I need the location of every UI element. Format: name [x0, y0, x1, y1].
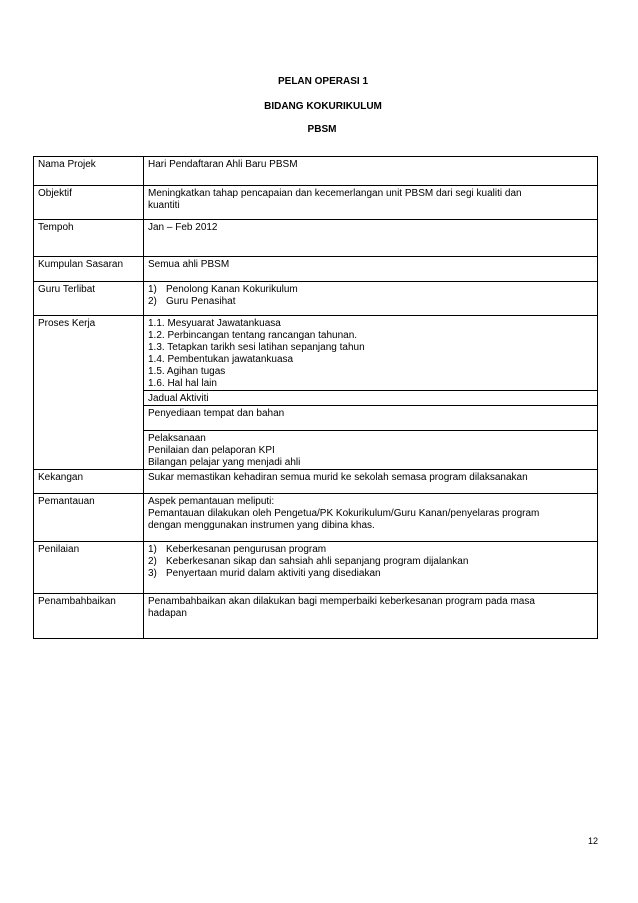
- label-nama-projek: Nama Projek: [34, 157, 144, 186]
- list-item: 1.6. Hal hal lain: [148, 378, 217, 389]
- list-item: 1.5. Agihan tugas: [148, 366, 226, 377]
- list-item: 1.1. Mesyuarat Jawatankuasa: [148, 318, 281, 329]
- penambahbaikan-line-2: hadapan: [148, 608, 187, 619]
- plan-title: PELAN OPERASI 1: [277, 76, 369, 87]
- label-tempoh: Tempoh: [34, 220, 144, 257]
- pemantauan-line-3: dengan menggunakan instrumen yang dibina khas.: [148, 520, 375, 531]
- value-kumpulan-sasaran: Semua ahli PBSM: [144, 257, 598, 282]
- label-pemantauan: Pemantauan: [34, 494, 144, 542]
- field-title: BIDANG KOKURIKULUM: [264, 101, 382, 112]
- list-item: 1.4. Pembentukan jawatankuasa: [148, 354, 294, 365]
- objektif-line-2: kuantiti: [148, 200, 180, 211]
- list-item: 1) Keberkesanan pengurusan program: [148, 544, 327, 555]
- row-kumpulan-sasaran: [34, 257, 598, 282]
- value-proses-kerja: [144, 316, 598, 391]
- objektif-line-1: Meningkatkan tahap pencapaian dan kecemerlangan unit PBSM dari segi kualiti dan: [148, 188, 522, 199]
- row-proses-kerja: [34, 316, 598, 391]
- label-objektif: Objektif: [34, 186, 144, 220]
- value-jadual-aktiviti: Jadual Aktiviti: [144, 391, 598, 406]
- value-kekangan: Sukar memastikan kehadiran semua murid ke sekolah semasa program dilaksanakan: [144, 470, 598, 494]
- list-item: 1.2. Perbincangan tentang rancangan tahunan.: [148, 330, 358, 341]
- label-proses-kerja: Proses Kerja: [34, 316, 144, 470]
- list-item: 2) Keberkesanan sikap dan sahsiah ahli sepanjang program dijalankan: [148, 556, 469, 567]
- list-item: 3) Penyertaan murid dalam aktiviti yang disediakan: [148, 568, 381, 579]
- pelaksanaan-line: Pelaksanaan: [148, 433, 206, 444]
- label-guru-terlibat: Guru Terlibat: [34, 282, 144, 316]
- row-objektif: [34, 186, 598, 220]
- value-pelaksanaan: [144, 431, 598, 470]
- value-guru-terlibat: [144, 282, 598, 316]
- value-tempoh: Jan – Feb 2012: [144, 220, 598, 257]
- row-penambahbaikan: [34, 594, 598, 639]
- pemantauan-line-2: Pemantauan dilakukan oleh Pengetua/PK Kokurikulum/Guru Kanan/penyelaras program: [148, 508, 540, 519]
- bilangan-line: Bilangan pelajar yang menjadi ahli: [148, 457, 301, 468]
- value-objektif: [144, 186, 598, 220]
- row-pemantauan: [34, 494, 598, 542]
- value-penyediaan: Penyediaan tempat dan bahan: [144, 406, 598, 431]
- penilaian-kpi-line: Penilaian dan pelaporan KPI: [148, 445, 275, 456]
- penambahbaikan-line-1: Penambahbaikan akan dilakukan bagi memperbaiki keberkesanan program pada masa: [148, 596, 535, 607]
- page-number: 12: [588, 836, 599, 846]
- row-nama-projek: [34, 157, 598, 186]
- list-item: 1.3. Tetapkan tarikh sesi latihan sepanjang tahun: [148, 342, 365, 353]
- row-kekangan: [34, 470, 598, 494]
- value-pemantauan: [144, 494, 598, 542]
- operation-plan-table: [33, 156, 598, 639]
- label-penambahbaikan: Penambahbaikan: [34, 594, 144, 639]
- value-penambahbaikan: [144, 594, 598, 639]
- value-nama-projek: Hari Pendaftaran Ahli Baru PBSM: [144, 157, 598, 186]
- list-item: 2) Guru Penasihat: [148, 296, 236, 307]
- label-kumpulan-sasaran: Kumpulan Sasaran: [34, 257, 144, 282]
- row-penilaian: [34, 542, 598, 594]
- unit-title: PBSM: [307, 124, 337, 135]
- label-kekangan: Kekangan: [34, 470, 144, 494]
- pemantauan-line-1: Aspek pemantauan meliputi:: [148, 496, 275, 507]
- row-guru-terlibat: [34, 282, 598, 316]
- label-penilaian: Penilaian: [34, 542, 144, 594]
- value-penilaian: [144, 542, 598, 594]
- row-tempoh: [34, 220, 598, 257]
- list-item: 1) Penolong Kanan Kokurikulum: [148, 284, 298, 295]
